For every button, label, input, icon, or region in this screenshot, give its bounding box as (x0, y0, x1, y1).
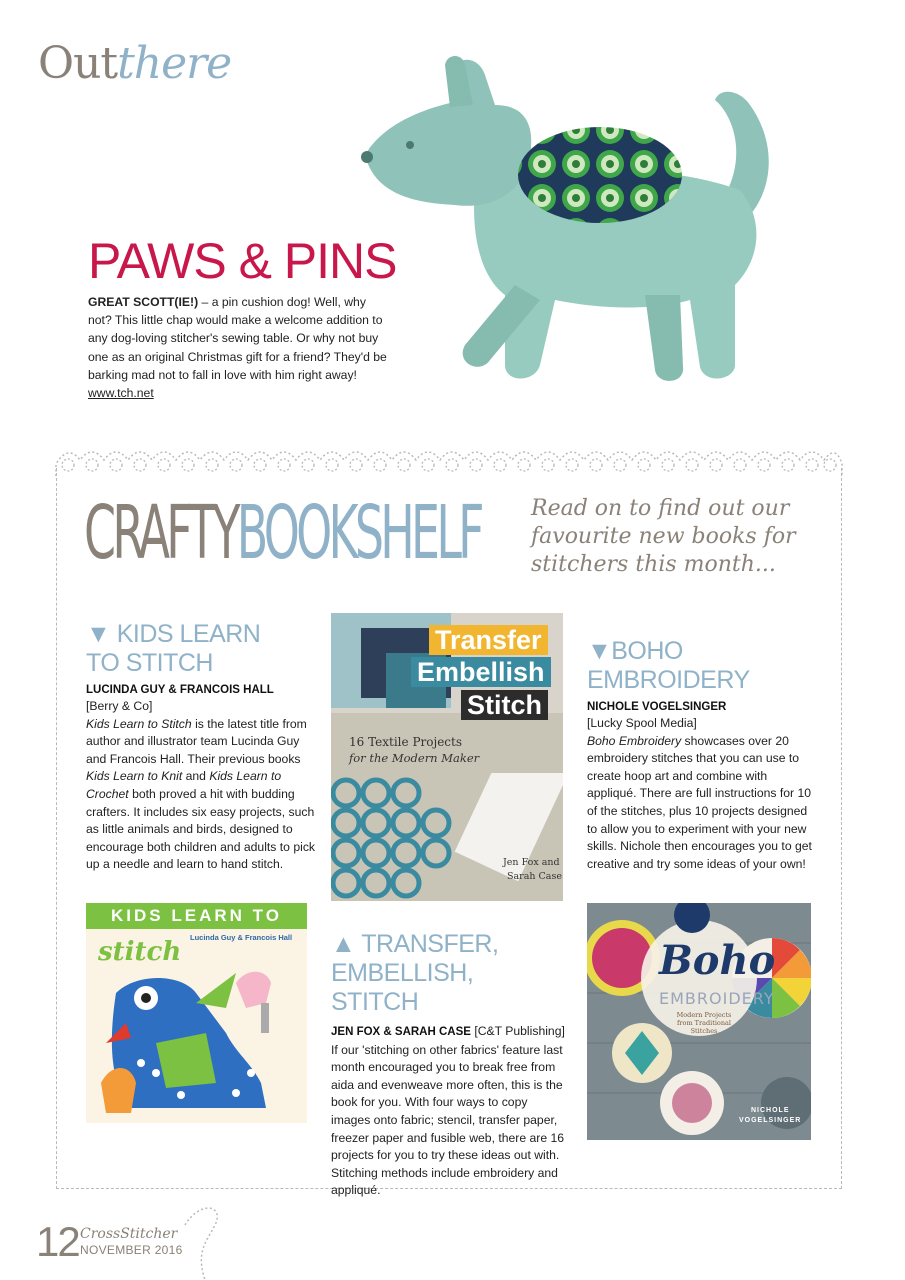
kids-cover-authors: Lucinda Guy & Francois Hall (190, 933, 293, 942)
kids-body-t5: Kids Learn to Crochet (86, 769, 282, 801)
bookshelf-heading (84, 490, 481, 576)
paws-lead: GREAT SCOTT(IE!) (88, 295, 199, 309)
kids-marker: ▼ (86, 620, 111, 648)
section-title (38, 38, 231, 89)
transfer-body: If our 'stitching on other fabrics' feature last month encouraged you to break free from aida and evenweave more often, this is the book for you. With four ways to copy images onto fabric; stencil, transfer paper, freezer paper and fusible web, there are 16 projects for you to try these ideas out with. Stitching methods include embroidery and appliqué. (331, 1042, 565, 1198)
transfer-marker: ▲ (331, 930, 356, 958)
transfer-cover-word1: Transfer (429, 625, 548, 655)
boho-marker: ▼ (587, 637, 612, 665)
transfer-book-cover (331, 613, 563, 901)
boho-cover-author2: VOGELSINGER (739, 1117, 802, 1124)
boho-title-line1: BOHO (611, 637, 683, 665)
boho-title (587, 637, 817, 695)
boho-cover-title1: Boho (659, 937, 776, 984)
paws-link[interactable]: www.tch.net (88, 386, 154, 401)
boho-cover-author1: NICHOLE (751, 1107, 790, 1114)
transfer-title-line2: EMBELLISH, STITCH (331, 959, 474, 1016)
kids-book-cover (86, 903, 307, 1123)
transfer-cover-sub2: for the Modern Maker (349, 751, 480, 765)
paws-body (88, 293, 388, 402)
kids-review (86, 620, 316, 874)
kids-title-line2: TO STITCH (86, 649, 213, 677)
kids-title-line1: KIDS LEARN (116, 620, 261, 648)
boho-publisher: [Lucky Spool Media] (587, 716, 697, 730)
kids-body-t2: is the latest title from author and illustrator team Lucinda Guy and Francois Hall. Their previous books (86, 716, 307, 766)
transfer-title (331, 930, 566, 1017)
kids-author: LUCINDA GUY & FRANCOIS HALL (86, 684, 274, 696)
boho-body-t2: showcases over 20 embroidery stitches that you can use to create hoop art and combine with appliqué. There are full instructions for 10 of the stitches, plus 10 projects designed to allow you to experiment with your new skills. Nichole then encourages you to get creative and try some ideas of your own! (587, 733, 812, 871)
kids-body-t1: Kids Learn to Stitch (86, 716, 192, 731)
transfer-publisher: [C&T Publishing] (470, 1024, 565, 1038)
kids-title (86, 620, 316, 678)
transfer-cover-auth1: Jen Fox and (503, 857, 560, 868)
footer-date: NOVEMBER 2016 (80, 1243, 183, 1257)
kids-body-t4: and (182, 769, 210, 784)
kids-cover-script: stitch (98, 937, 182, 967)
paws-title: PAWS & PINS (88, 233, 397, 289)
boho-cover-sub: Modern Projects from Traditional Stitches (676, 1011, 732, 1035)
transfer-cover-word2: Embellish (411, 657, 551, 687)
boho-body (587, 733, 817, 874)
boho-book-cover (587, 903, 811, 1140)
transfer-review (331, 930, 566, 1200)
bookshelf-heading-part2: BOOKSHELF (236, 490, 481, 576)
footer-magazine: CrossStitcher (80, 1226, 178, 1242)
boho-title-line2: EMBROIDERY (587, 666, 750, 694)
transfer-cover-auth2: Sarah Case (507, 871, 562, 882)
transfer-author: JEN FOX & SARAH CASE (331, 1026, 471, 1038)
footer-thread-decoration (180, 1195, 225, 1280)
section-title-script: there (117, 38, 232, 89)
kids-body-t6: both proved a hit with budding crafters. It includes six easy projects, such as little animals and birds, designed to encourage both children and adults to pick up a needle and learn to hand stitch. (86, 786, 316, 872)
kids-body-t3: Kids Learn to Knit (86, 769, 183, 784)
transfer-byline (331, 1023, 566, 1042)
kids-body (86, 716, 316, 874)
boho-cover-title2: EMBROIDERY (659, 989, 775, 1008)
boho-review (587, 637, 817, 873)
kids-publisher: [Berry & Co] (86, 699, 153, 713)
bookshelf-heading-part1: CRAFTY (84, 490, 237, 576)
kids-cover-illustration (86, 963, 307, 1123)
transfer-cover-word3: Stitch (461, 690, 548, 720)
dog-pincushion-image (355, 45, 800, 395)
paws-body-text: – a pin cushion dog! Well, why not? This little chap would make a welcome addition to any dog-loving stitcher's sewing table. Or why not buy one as an original Christmas gift for a friend? They'd be barking mad not to fall in love with him right away! (88, 295, 387, 382)
transfer-title-line1: TRANSFER, (361, 930, 499, 958)
bookshelf-intro: Read on to find out our favourite new books for stitchers this month... (531, 496, 796, 577)
boho-body-t1: Boho Embroidery (587, 733, 682, 748)
page-number: 12 (36, 1218, 79, 1265)
kids-cover-banner: KIDS LEARN TO (86, 903, 307, 929)
transfer-cover-sub1: 16 Textile Projects (349, 735, 462, 749)
boho-author: NICHOLE VOGELSINGER (587, 701, 727, 713)
section-title-prefix: Out (38, 38, 118, 89)
